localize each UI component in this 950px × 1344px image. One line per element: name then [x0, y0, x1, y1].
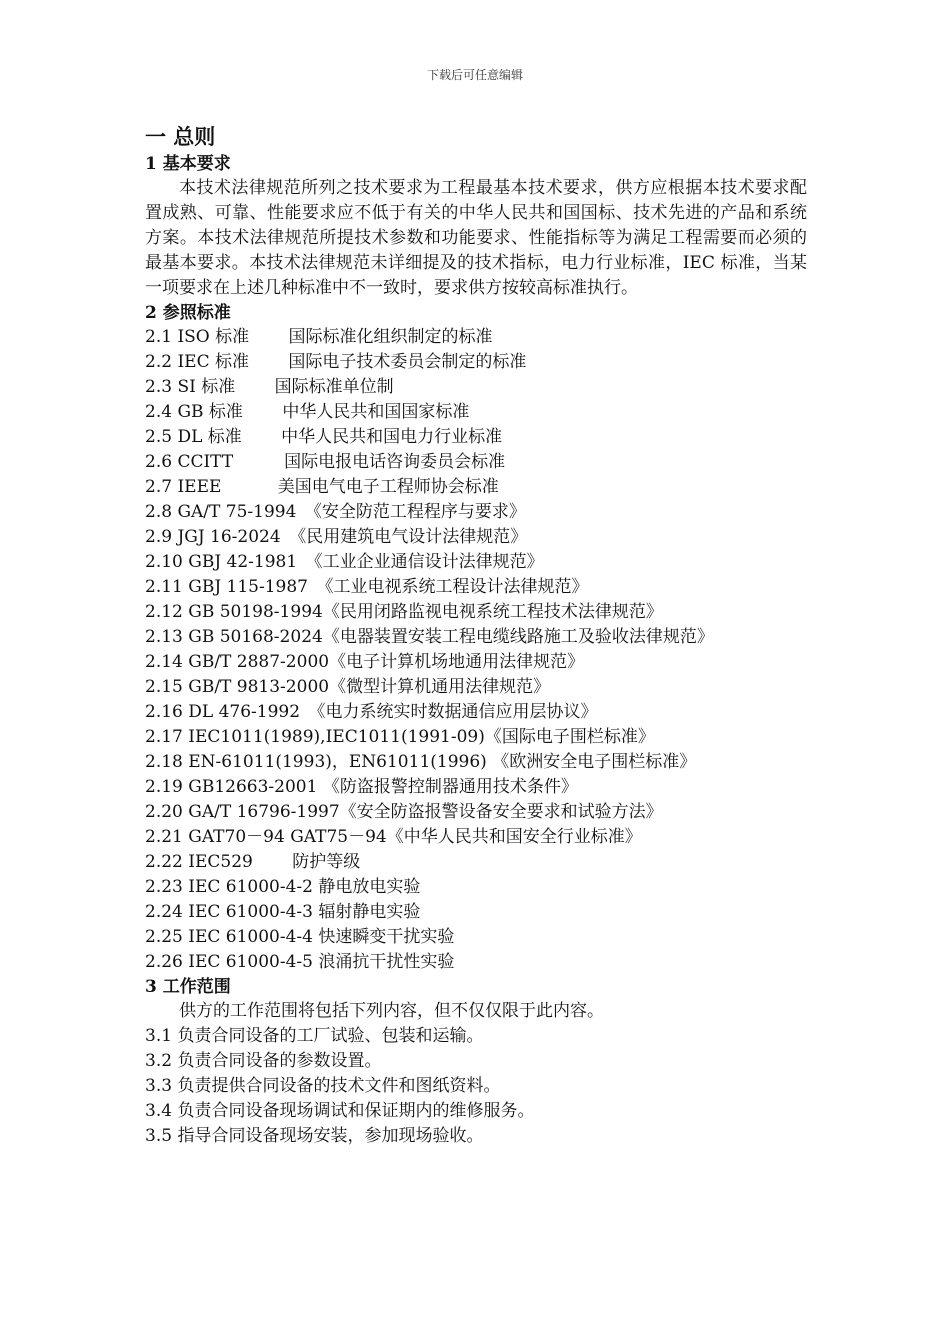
standard-item: 2.16 DL 476-1992 《电力系统实时数据通信应用层协议》	[145, 702, 598, 722]
standard-item: 2.1 ISO 标准 国际标准化组织制定的标准	[145, 327, 493, 347]
standard-item: 2.3 SI 标准 国际标准单位制	[145, 377, 394, 397]
scope-item: 3.1 负责合同设备的工厂试验、包装和运输。	[145, 1026, 484, 1046]
standard-item: 2.11 GBJ 115-1987 《工业电视系统工程设计法律规范》	[145, 577, 589, 597]
standard-item: 2.19 GB12663-2001 《防盗报警控制器通用技术条件》	[145, 777, 578, 797]
standard-item: 2.13 GB 50168-2024《电器装置安装工程电缆线路施工及验收法律规范》	[145, 627, 714, 647]
scope-item: 3.4 负责合同设备现场调试和保证期内的维修服务。	[145, 1101, 535, 1121]
standard-item: 2.8 GA/T 75-1994 《安全防范工程程序与要求》	[145, 502, 526, 522]
standard-item: 2.17 IEC1011(1989),IEC1011(1991-09)《国际电子围栏标准》	[145, 727, 655, 747]
standard-item: 2.20 GA/T 16796-1997《安全防盗报警设备安全要求和试验方法》	[145, 802, 663, 822]
standard-item: 2.22 IEC529 防护等级	[145, 852, 361, 872]
standard-item: 2.18 EN-61011(1993)，EN61011(1996) 《欧洲安全电子围栏标准》	[145, 752, 697, 772]
standard-item: 2.15 GB/T 9813-2000《微型计算机通用法律规范》	[145, 677, 551, 697]
section-2-title: 2 参照标准	[145, 303, 231, 323]
section-1-title: 1 基本要求	[145, 154, 231, 174]
section-3-intro: 供方的工作范围将包括下列内容，但不仅仅限于此内容。	[179, 1001, 604, 1021]
standard-item: 2.4 GB 标准 中华人民共和国国家标准	[145, 402, 470, 422]
scope-item: 3.2 负责合同设备的参数设置。	[145, 1051, 382, 1071]
standard-item: 2.10 GBJ 42-1981 《工业企业通信设计法律规范》	[145, 552, 544, 572]
standard-item: 2.21 GAT70－94 GAT75－94《中华人民共和国安全行业标准》	[145, 827, 642, 847]
standard-item: 2.12 GB 50198-1994《民用闭路监视电视系统工程技术法律规范》	[145, 602, 663, 622]
chapter-title: 一 总则	[145, 124, 216, 149]
standard-item: 2.5 DL 标准 中华人民共和国电力行业标准	[145, 427, 503, 447]
standard-item: 2.2 IEC 标准 国际电子技术委员会制定的标准	[145, 352, 527, 372]
standard-item: 2.24 IEC 61000-4-3 辐射静电实验	[145, 902, 421, 922]
scope-item: 3.3 负责提供合同设备的技术文件和图纸资料。	[145, 1076, 501, 1096]
standard-item: 2.9 JGJ 16-2024 《民用建筑电气设计法律规范》	[145, 527, 528, 547]
standard-item: 2.25 IEC 61000-4-4 快速瞬变干扰实验	[145, 927, 455, 947]
standard-item: 2.7 IEEE 美国电气电子工程师协会标准	[145, 477, 499, 497]
page-header-note: 下载后可任意编辑	[426, 68, 523, 82]
standard-item: 2.14 GB/T 2887-2000《电子计算机场地通用法律规范》	[145, 652, 585, 672]
standard-item: 2.23 IEC 61000-4-2 静电放电实验	[145, 877, 421, 897]
scope-list	[145, 1024, 807, 1149]
standard-item: 2.26 IEC 61000-4-5 浪涌抗干扰性实验	[145, 952, 455, 972]
section-3-title: 3 工作范围	[145, 977, 231, 997]
document-body	[145, 122, 807, 1149]
section-1-paragraph: 本技术法律规范所列之技术要求为工程最基本技术要求，供方应根据本技术要求配置成熟、可靠、性能要求应不低于有关的中华人民共和国国标、技术先进的产品和系统方案。本技术法律规范所提技术参数和功能要求、性能指标等为满足工程需要而必须的最基本要求。本技术法律规范未详细提及的技术指标，电力行业标准，IEC 标准，当某一项要求在上述几种标准中不一致时，要求供方按较高标准执行。	[145, 178, 807, 298]
standards-list	[145, 325, 807, 975]
scope-item: 3.5 指导合同设备现场安装，参加现场验收。	[145, 1126, 484, 1146]
standard-item: 2.6 CCITT 国际电报电话咨询委员会标准	[145, 452, 506, 472]
